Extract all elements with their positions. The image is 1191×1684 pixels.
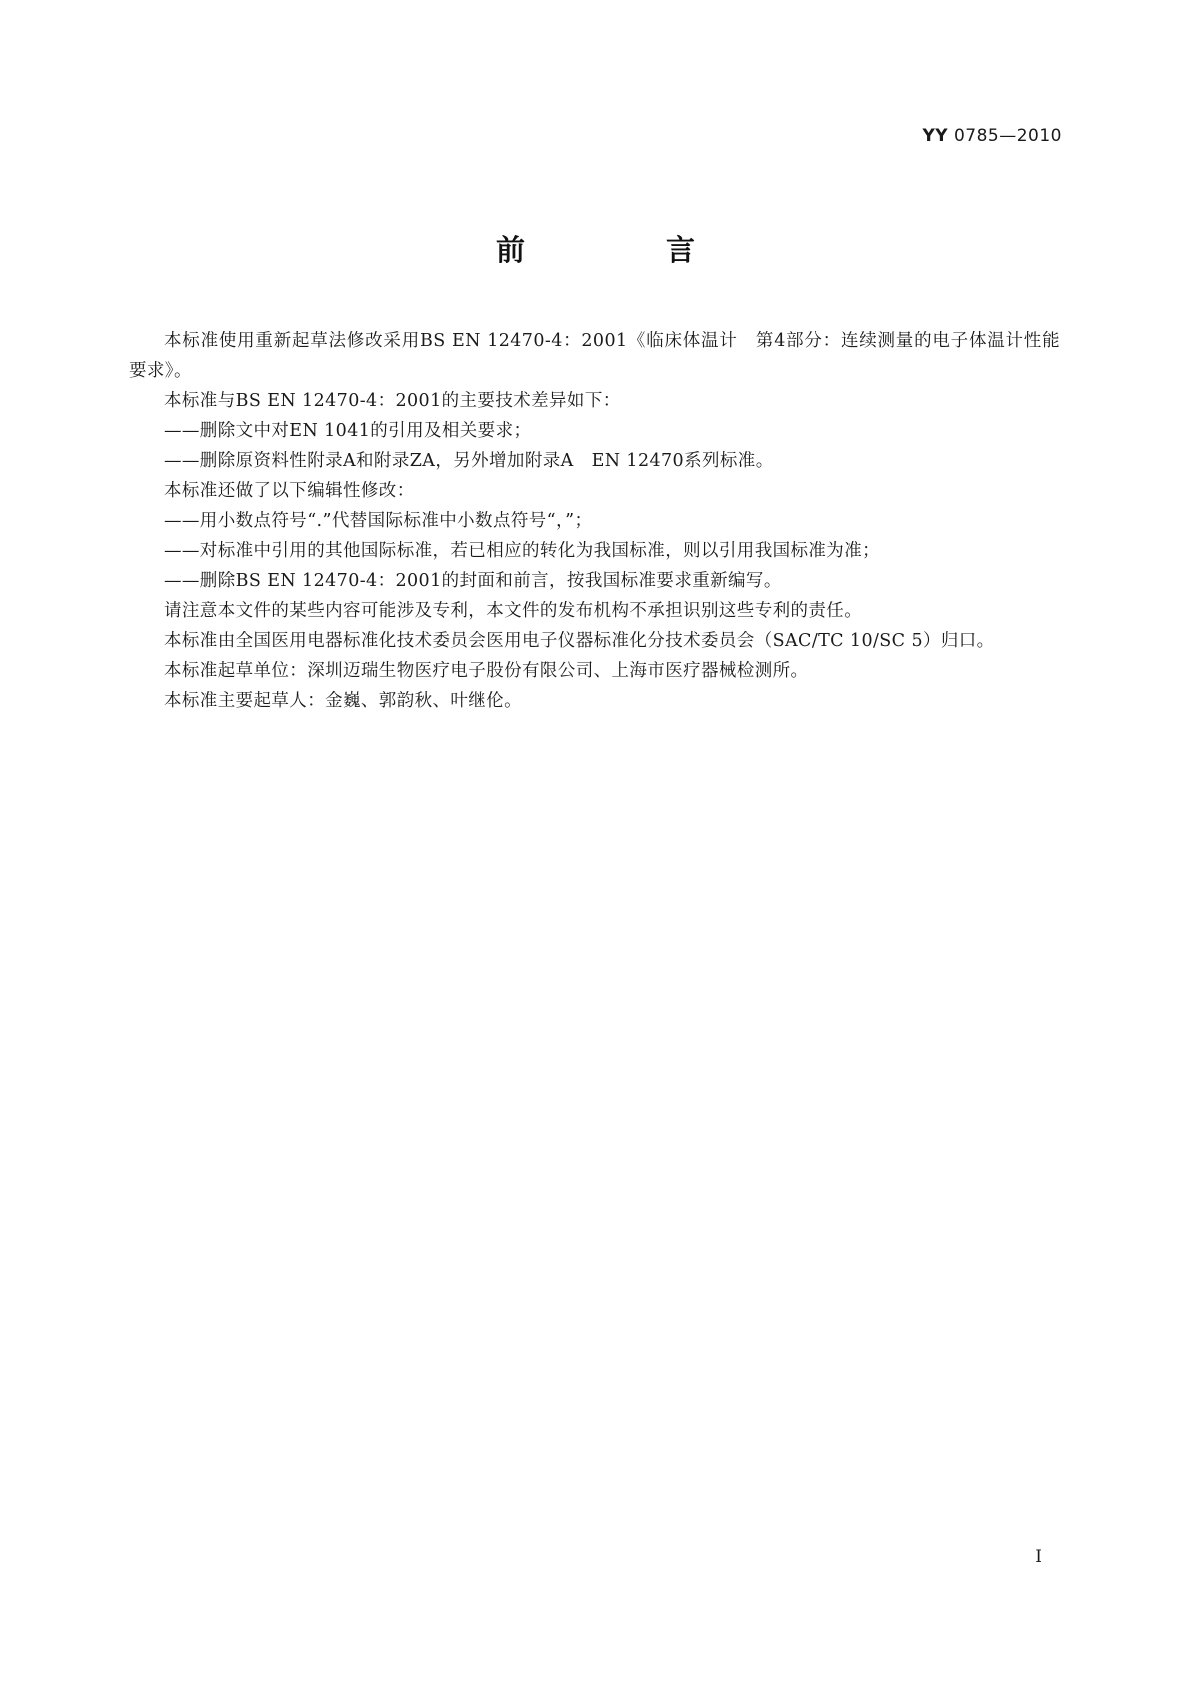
paragraph-drafters: 本标准主要起草人：金巍、郭韵秋、叶继伦。 bbox=[164, 691, 522, 711]
paragraph-committee: 本标准由全国医用电器标准化技术委员会医用电子仪器标准化分技术委员会（SAC/TC 10/SC 5）归口。 bbox=[164, 631, 995, 651]
list-item-difference-2: ——删除原资料性附录A和附录ZA，另外增加附录A EN 12470系列标准。 bbox=[164, 451, 774, 471]
paragraph-technical-differences: 本标准与BS EN 12470-4：2001的主要技术差异如下： bbox=[164, 391, 621, 411]
paragraph-drafting-units: 本标准起草单位：深圳迈瑞生物医疗电子股份有限公司、上海市医疗器械检测所。 bbox=[164, 661, 809, 681]
list-item-difference-1: ——删除文中对EN 1041的引用及相关要求； bbox=[164, 421, 532, 441]
paragraph-adoption: 本标准使用重新起草法修改采用BS EN 12470-4：2001《临床体温计 第4部分：连续测量的电子体温计性能要求》。 bbox=[129, 331, 1060, 381]
list-item-editorial-1: ——用小数点符号“.”代替国际标准中小数点符号“，”； bbox=[164, 511, 593, 531]
standard-number: 0785—2010 bbox=[953, 126, 1062, 146]
page-header bbox=[922, 126, 1062, 146]
paragraph-editorial-changes: 本标准还做了以下编辑性修改： bbox=[164, 481, 415, 501]
foreword-body bbox=[129, 326, 1060, 716]
paragraph-patent-notice: 请注意本文件的某些内容可能涉及专利，本文件的发布机构不承担识别这些专利的责任。 bbox=[164, 601, 863, 621]
list-item-editorial-2: ——对标准中引用的其他国际标准，若已相应的转化为我国标准，则以引用我国标准为准； bbox=[164, 541, 880, 561]
page-number: I bbox=[1035, 1547, 1042, 1567]
page-title: 前 言 bbox=[495, 233, 751, 267]
standard-prefix: YY bbox=[922, 126, 949, 146]
list-item-editorial-3: ——删除BS EN 12470-4：2001的封面和前言，按我国标准要求重新编写。 bbox=[164, 571, 782, 591]
